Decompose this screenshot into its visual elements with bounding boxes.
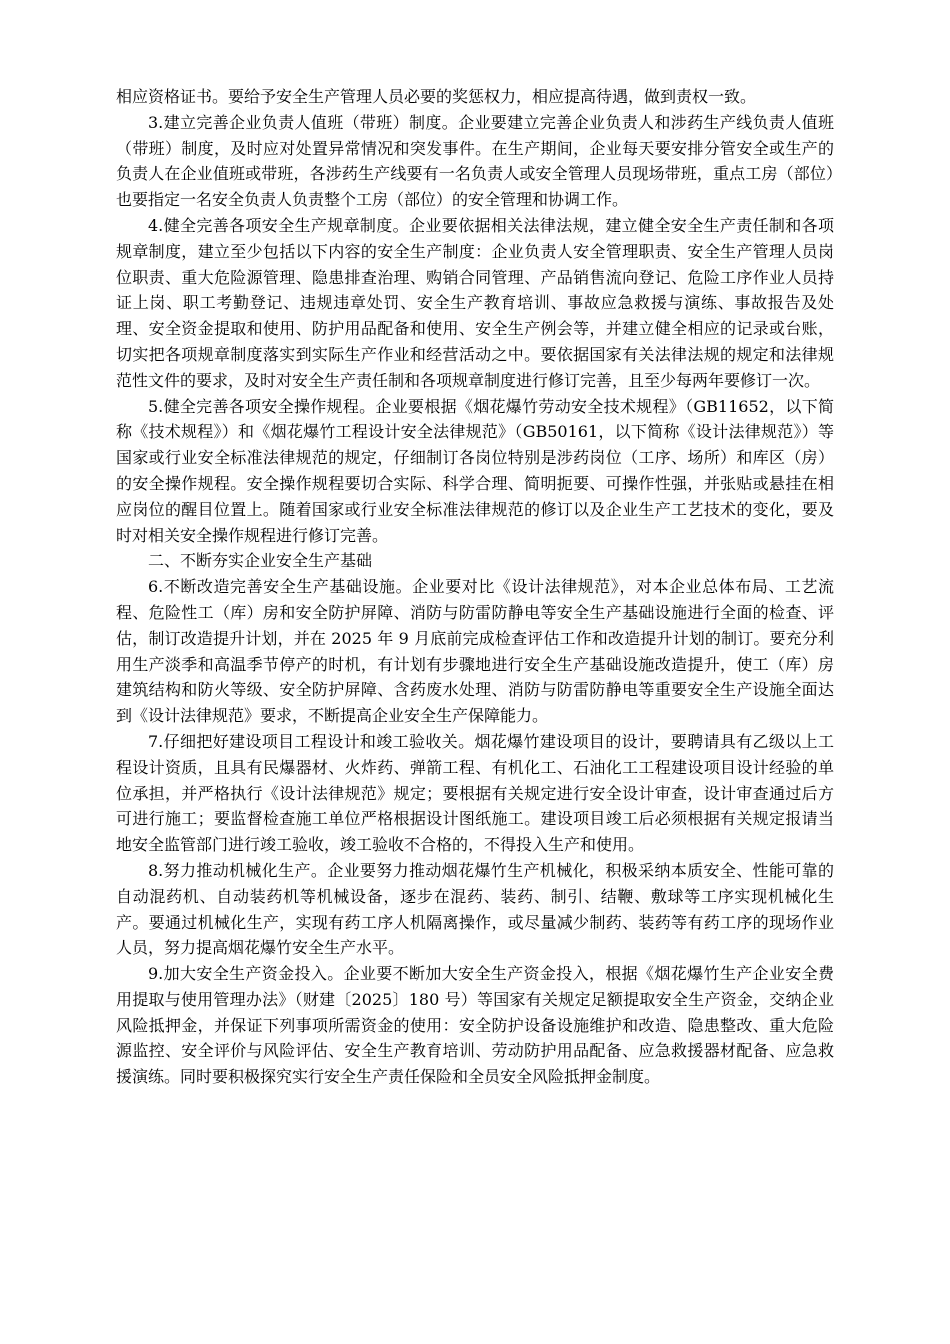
paragraph-item-3: 3.建立完善企业负责人值班（带班）制度。企业要建立完善企业负责人和涉药生产线负责人值班（带班）制度，及时应对处置异常情况和突发事件。在生产期间，企业每天要安排分管安全或生产的负责人在企业值班或带班，各涉药生产线要有一名负责人或安全管理人员现场带班，重点工房（部位）也要指定一名安全负责人负责整个工房（部位）的安全管理和协调工作。	[116, 112, 834, 210]
section-heading-2: 二、不断夯实企业安全生产基础	[148, 551, 373, 571]
document-body	[116, 84, 834, 1090]
paragraph-item-4: 4.健全完善各项安全生产规章制度。企业要依据相关法律法规，建立健全安全生产责任制和各项规章制度，建立至少包括以下内容的安全生产制度：企业负责人安全管理职责、安全生产管理人员岗位职责、重大危险源管理、隐患排查治理、购销合同管理、产品销售流向登记、危险工序作业人员持证上岗、职工考勤登记、违规违章处罚、安全生产教育培训、事故应急救援与演练、事故报告及处理、安全资金提取和使用、防护用品配备和使用、安全生产例会等，并建立健全相应的记录或台账，切实把各项规章制度落实到实际生产作业和经营活动之中。要依据国家有关法律法规的规定和法律规范性文件的要求，及时对安全生产责任制和各项规章制度进行修订完善，且至少每两年要修订一次。	[116, 215, 834, 390]
paragraph-item-6: 6.不断改造完善安全生产基础设施。企业要对比《设计法律规范》，对本企业总体布局、工艺流程、危险性工（库）房和安全防护屏障、消防与防雷防静电等安全生产基础设施进行全面的检查、评估，制订改造提升计划，并在 2025 年 9 月底前完成检查评估工作和改造提升计划的制订。要充分利用生产淡季和高温季节停产的时机，有计划有步骤地进行安全生产基础设施改造提升，使工（库）房建筑结构和防火等级、安全防护屏障、含药废水处理、消防与防雷防静电等重要安全生产设施全面达到《设计法律规范》要求，不断提高企业安全生产保障能力。	[116, 577, 834, 726]
paragraph-item-9: 9.加大安全生产资金投入。企业要不断加大安全生产资金投入，根据《烟花爆竹生产企业安全费用提取与使用管理办法》（财建〔2025〕180 号）等国家有关规定足额提取安全生产资金，交纳企业风险抵押金，并保证下列事项所需资金的使用：安全防护设备设施维护和改造、隐患整改、重大危险源监控、安全评价与风险评估、安全生产教育培训、劳动防护用品配备、应急救援器材配备、应急救援演练。同时要积极探究实行安全生产责任保险和全员安全风险抵押金制度。	[116, 964, 834, 1087]
paragraph-item-8: 8.努力推动机械化生产。企业要努力推动烟花爆竹生产机械化，积极采纳本质安全、性能可靠的自动混药机、自动装药机等机械设备，逐步在混药、装药、制引、结鞭、敷球等工序实现机械化生产。要通过机械化生产，实现有药工序人机隔离操作，或尽量减少制药、装药等有药工序的现场作业人员，努力提高烟花爆竹安全生产水平。	[116, 860, 834, 958]
paragraph-continuation: 相应资格证书。要给予安全生产管理人员必要的奖惩权力，相应提高待遇，做到责权一致。	[116, 87, 757, 106]
paragraph-item-5: 5.健全完善各项安全操作规程。企业要根据《烟花爆竹劳动安全技术规程》（GB11652，以下简称《技术规程》）和《烟花爆竹工程设计安全法律规范》（GB50161，以下简称《设计法律规范》）等国家或行业安全标准法律规范的规定，仔细制订各岗位特别是涉药岗位（工序、场所）和库区（房）的安全操作规程。安全操作规程要切合实际、科学合理、简明扼要、可操作性强，并张贴或悬挂在相应岗位的醒目位置上。随着国家或行业安全标准法律规范的修订以及企业生产工艺技术的变化，要及时对相关安全操作规程进行修订完善。	[116, 396, 834, 545]
paragraph-item-7: 7.仔细把好建设项目工程设计和竣工验收关。烟花爆竹建设项目的设计，要聘请具有乙级以上工程设计资质，且具有民爆器材、火炸药、弹箭工程、有机化工、石油化工工程建设项目设计经验的单位承担，并严格执行《设计法律规范》规定；要根据有关规定进行安全设计审查，设计审查通过后方可进行施工；要监督检查施工单位严格根据设计图纸施工。建设项目竣工后必须根据有关规定报请当地安全监管部门进行竣工验收，竣工验收不合格的，不得投入生产和使用。	[116, 731, 834, 855]
